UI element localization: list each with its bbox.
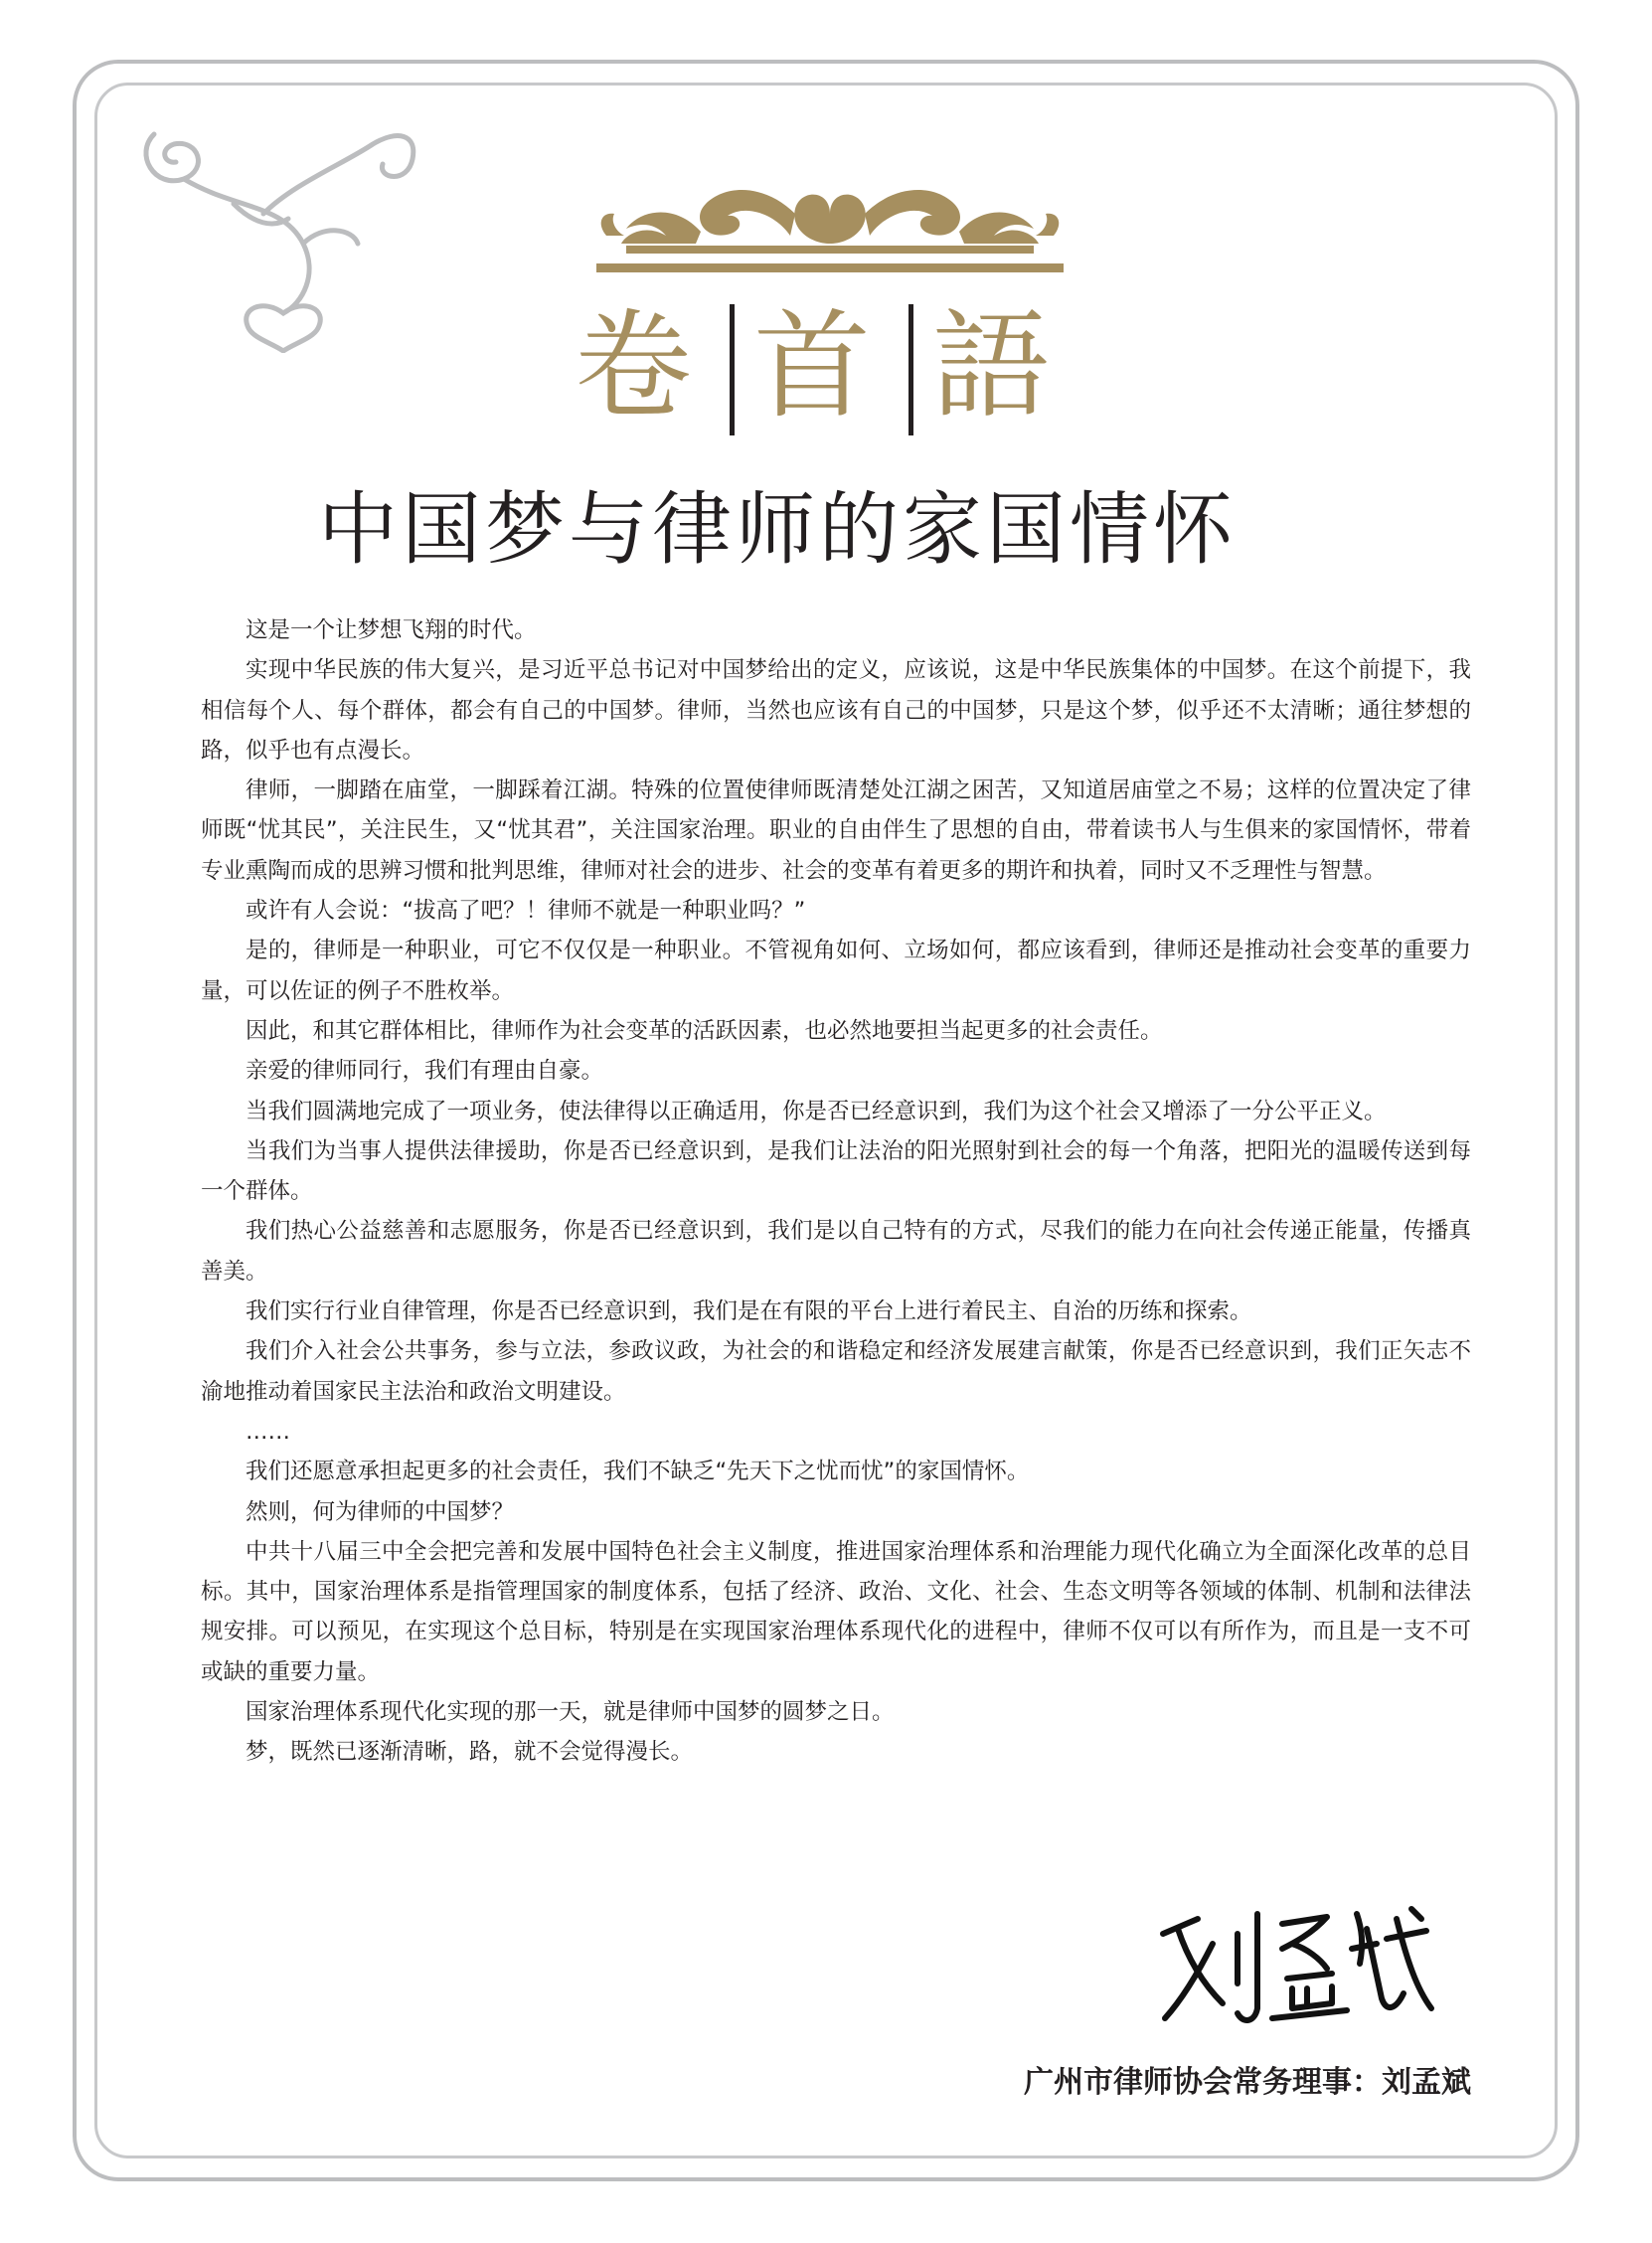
paragraph: 亲爱的律师同行，我们有理由自豪。: [246, 1058, 604, 1085]
paragraph: 因此，和其它群体相比，律师作为社会变革的活跃因素，也必然地要担当起更多的社会责任。: [246, 1017, 1163, 1044]
paragraph: 中共十八届三中全会把完善和发展中国特色社会主义制度，推进国家治理体系和治理能力现代化确立为全面深化改革的总目标。其中，国家治理体系是指管理国家的制度体系，包括了经济、政治、文化、社会、生态文明等各领域的体制、机制和法律法规安排。可以预见，在实现这个总目标，特别是在实现国家治理体系现代化的进程中，律师不仅可以有所作为，而且是一支不可或缺的重要力量。: [201, 1538, 1471, 1685]
paragraph: 当我们圆满地完成了一项业务，使法律得以正确适用，你是否已经意识到，我们为这个社会又增添了一分公平正义。: [246, 1098, 1387, 1124]
article-body: [201, 610, 1471, 1773]
heading-char-2: 首: [753, 297, 872, 434]
paragraph: 律师，一脚踏在庙堂，一脚踩着江湖。特殊的位置使律师既清楚处江湖之困苦，又知道居庙堂之不易；这样的位置决定了律师既“忧其民”，关注民生，又“忧其君”，关注国家治理。职业的自由伴生了思想的自由，带着读书人与生俱来的家国情怀，带着专业熏陶而成的思辨习惯和批判思维，律师对社会的进步、社会的变革有着更多的期许和执着，同时又不乏理性与智慧。: [201, 777, 1471, 884]
paragraph: 或许有人会说：“拔高了吧？！律师不就是一种职业吗？”: [246, 898, 806, 925]
handwritten-signature: [1143, 1889, 1441, 2048]
paragraph: 然则，何为律师的中国梦？: [246, 1498, 515, 1525]
paragraph: 我们热心公益慈善和志愿服务，你是否已经意识到，我们是以自己特有的方式，尽我们的能力在向社会传递正能量，传播真善美。: [201, 1218, 1471, 1285]
paragraph: 我们还愿意承担起更多的社会责任，我们不缺乏“先天下之忧而忧”的家国情怀。: [246, 1459, 1030, 1485]
paragraph: 实现中华民族的伟大复兴，是习近平总书记对中国梦给出的定义，应该说，这是中华民族集体的中国梦。在这个前提下，我相信每个人、每个群体，都会有自己的中国梦。律师，当然也应该有自己的中国梦，只是这个梦，似乎还不太清晰；通往梦想的路，似乎也有点漫长。: [201, 657, 1471, 764]
heading-juanshouyu: [567, 286, 1083, 445]
heading-char-1: 卷: [575, 297, 693, 434]
article-title: 中国梦与律师的家国情怀: [318, 483, 1237, 576]
swirl-heart-ornament: [114, 94, 452, 353]
paragraph: 我们实行行业自律管理，你是否已经意识到，我们是在有限的平台上进行着民主、自治的历练和探索。: [246, 1298, 1252, 1325]
paragraph: 梦，既然已逐渐清晰，路，就不会觉得漫长。: [246, 1739, 694, 1766]
heading-divider-1: [730, 304, 735, 435]
paragraph: 当我们为当事人提供法律援助，你是否已经意识到，是我们让法治的阳光照射到社会的每一个角落，把阳光的温暖传送到每一个群体。: [201, 1137, 1471, 1205]
paragraph: 国家治理体系现代化实现的那一天，就是律师中国梦的圆梦之日。: [246, 1699, 895, 1726]
author-byline: 广州市律师协会常务理事：刘孟斌: [1024, 2065, 1471, 2100]
gold-scroll-ornament: [586, 174, 1074, 278]
heading-divider-2: [909, 304, 913, 435]
paragraph: 这是一个让梦想飞翔的时代。: [246, 617, 537, 643]
paragraph: 我们介入社会公共事务，参与立法，参政议政，为社会的和谐稳定和经济发展建言献策，你是否已经意识到，我们正矢志不渝地推动着国家民主法治和政治文明建设。: [201, 1338, 1471, 1405]
paragraph: 是的，律师是一种职业，可它不仅仅是一种职业。不管视角如何、立场如何，都应该看到，律师还是推动社会变革的重要力量，可以佐证的例子不胜枚举。: [201, 938, 1471, 1004]
heading-char-3: 語: [932, 297, 1051, 434]
ellipsis-paragraph: ……: [246, 1418, 290, 1445]
